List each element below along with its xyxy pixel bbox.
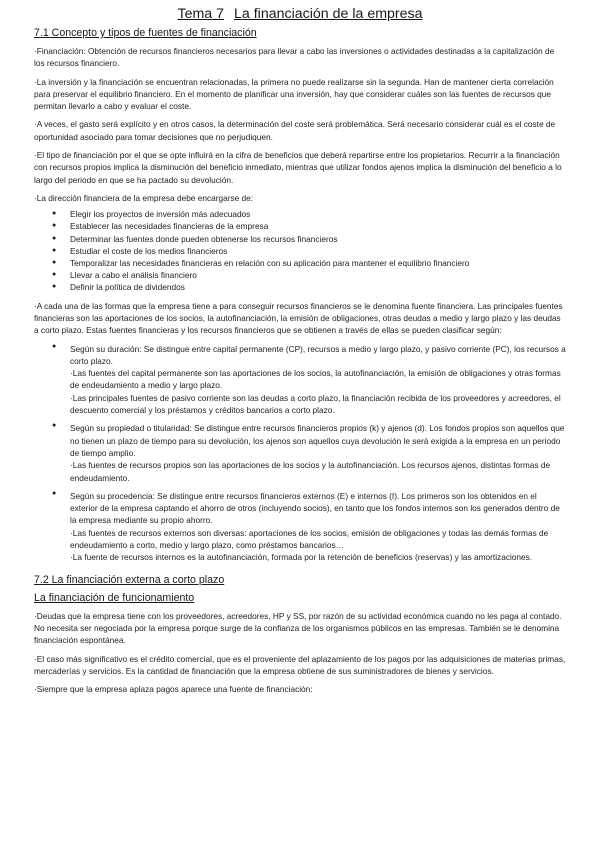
classification-procedencia bbox=[52, 490, 566, 564]
list-item: ● Establecer las necesidades financieras de la empresa bbox=[52, 220, 566, 232]
classification-propiedad bbox=[52, 422, 566, 483]
tasks-list bbox=[34, 208, 566, 293]
classification-main: ● Según su duración: Se distingue entre capital permanente (CP), recursos a medio y largo plazo, y pasivo corriente (PC), los recursos a corto plazo. bbox=[70, 343, 566, 366]
list-item: ● Elegir los proyectos de inversión más adecuados bbox=[52, 208, 566, 220]
paragraph-direccion: ·La dirección financiera de la empresa debe encargarse de: bbox=[34, 192, 254, 203]
list-item: ● Estudiar el coste de los medios financieros bbox=[52, 245, 566, 257]
title-tema: Tema 7 bbox=[177, 6, 225, 22]
section-2-heading: 7.2 La financiación externa a corto plazo bbox=[34, 573, 225, 586]
section-2-subheading: La financiación de funcionamiento bbox=[34, 591, 195, 604]
paragraph-credito-comercial: ·El caso más significativo es el crédito comercial, que es el proveniente del aplazamiento de los pagos por las adquisiciones de materias primas, mercaderías y servicios. Es la cantidad de financiación que la empresa obtiene de sus suministradores de bienes y servicios. bbox=[34, 653, 566, 676]
classification-list bbox=[34, 343, 566, 564]
paragraph-inversion: ·La inversión y la financiación se encuentran relacionadas, la primera no puede realizarse sin la segunda. Han de mantener cierta correlación para preservar el equilibrio financiero. En el momento de planificar una inversión, hay que considerar cuáles son las fuentes de recursos que permitan llevarlo a cabo y evaluar el coste. bbox=[34, 76, 554, 112]
classification-sub: ·Las fuentes de recursos propios son las aportaciones de los socios y la autofinanciación. Los recursos ajenos, distintas formas de endeudamiento. bbox=[70, 460, 551, 483]
list-item: ● Definir la política de dividendos bbox=[52, 281, 566, 293]
classification-sub: ·Las fuentes de recursos externos son diversas: aportaciones de los socios, emisión de obligaciones y todas las demás formas de endeudamiento a corto, medio y largo plazo, como préstamos bancarios… bbox=[70, 527, 549, 551]
classification-sub: ·La fuente de recursos internos es la autofinanciación, formada por la retención de beneficios (reservas) y las amortizaciones. bbox=[70, 552, 533, 563]
list-item: ● Temporalizar las necesidades financieras en relación con su aplicación para mantener el equilibrio financiero bbox=[52, 257, 566, 269]
list-item: ● Determinar las fuentes donde pueden obtenerse los recursos financieros bbox=[52, 233, 566, 245]
classification-sub: ·Las fuentes del capital permanente son las aportaciones de los socios, la autofinanciación, la emisión de obligaciones y otras formas de endeudamiento a medio y largo plazo. bbox=[70, 368, 561, 391]
paragraph-deudas: ·Deudas que la empresa tiene con los proveedores, acreedores, HP y SS, por razón de su actividad económica cuando no les paga al contado. No necesita ser negociada por la empresa porque surge de la confianza de los organismos públicos en las empresas. También se le denomina financiación espontánea. bbox=[34, 610, 562, 646]
list-item: ● Llevar a cabo el análisis financiero bbox=[52, 269, 566, 281]
classification-main: ● Según su procedencia: Se distingue entre recursos financieros externos (E) e internos (I). Los primeros son los obtenidos en el exterior de la empresa captando el ahorro de otros (incluyendo socios), en tanto que los fondos internos son los generados dentro de la empresa mediante su propio ahorro. bbox=[70, 490, 560, 526]
paragraph-fuentes-intro: ·A cada una de las formas que la empresa tiene a para conseguir recursos financieros se le denomina fuente financiera. Las principales fuentes financieras son las aportaciones de los socios, la autofinanciación, la emisión de obligaciones, otras deudas a medio y largo plazo y las deudas a corto plazo. Estas fuentes financieras y los recursos financieros que se obtienen a través de ellas se pueden clasificar según: bbox=[34, 300, 563, 336]
classification-duracion bbox=[52, 343, 566, 417]
section-1-heading: 7.1 Concepto y tipos de fuentes de financiación bbox=[34, 27, 257, 39]
classification-sub: ·Las principales fuentes de pasivo corriente son las deudas a corto plazo, la financiación recibida de los proveedores y acreedores, el descuento comercial y los préstamos y créditos bancarios a corto plazo. bbox=[70, 392, 561, 416]
paragraph-gasto: ·A veces, el gasto será explícito y en otros casos, la determinación del coste será problemática. Será necesario considerar cuál es el coste de oportunidad asociado para tomar decisiones que no perjudiquen. bbox=[34, 119, 556, 142]
paragraph-aplaza-pagos: ·Siempre que la empresa aplaza pagos aparece una fuente de financiación: bbox=[34, 684, 313, 695]
paragraph-tipo-financiacion: ·El tipo de financiación por el que se opte influirá en la cifra de beneficios que deberá repartirse entre los propietarios. Recurrir a la financiación con recursos propios implica la disminución del beneficio inmediato, mientras que utilizar fondos ajenos implica la disminución del beneficio a lo largo del periodo en que se ha pactado su devolución. bbox=[34, 150, 562, 185]
document-title bbox=[34, 6, 566, 23]
classification-main: ● Según su propiedad o titularidad: Se distingue entre recursos financieros propios (k) y ajenos (d). Los fondos propios son aquellos que no tienen un plazo de tiempo para su devolución, los ajenos son aquellos cuya devolución le será exigida a la empresa en un periodo de tiempo amplio. bbox=[70, 423, 565, 458]
title-name: La financiación de la empresa bbox=[234, 6, 423, 22]
paragraph-financiacion: ·Financiación: Obtención de recursos financieros necesarios para llevar a cabo las inversiones o actividades destinadas a la capitalización de los recursos financiero. bbox=[34, 46, 555, 69]
